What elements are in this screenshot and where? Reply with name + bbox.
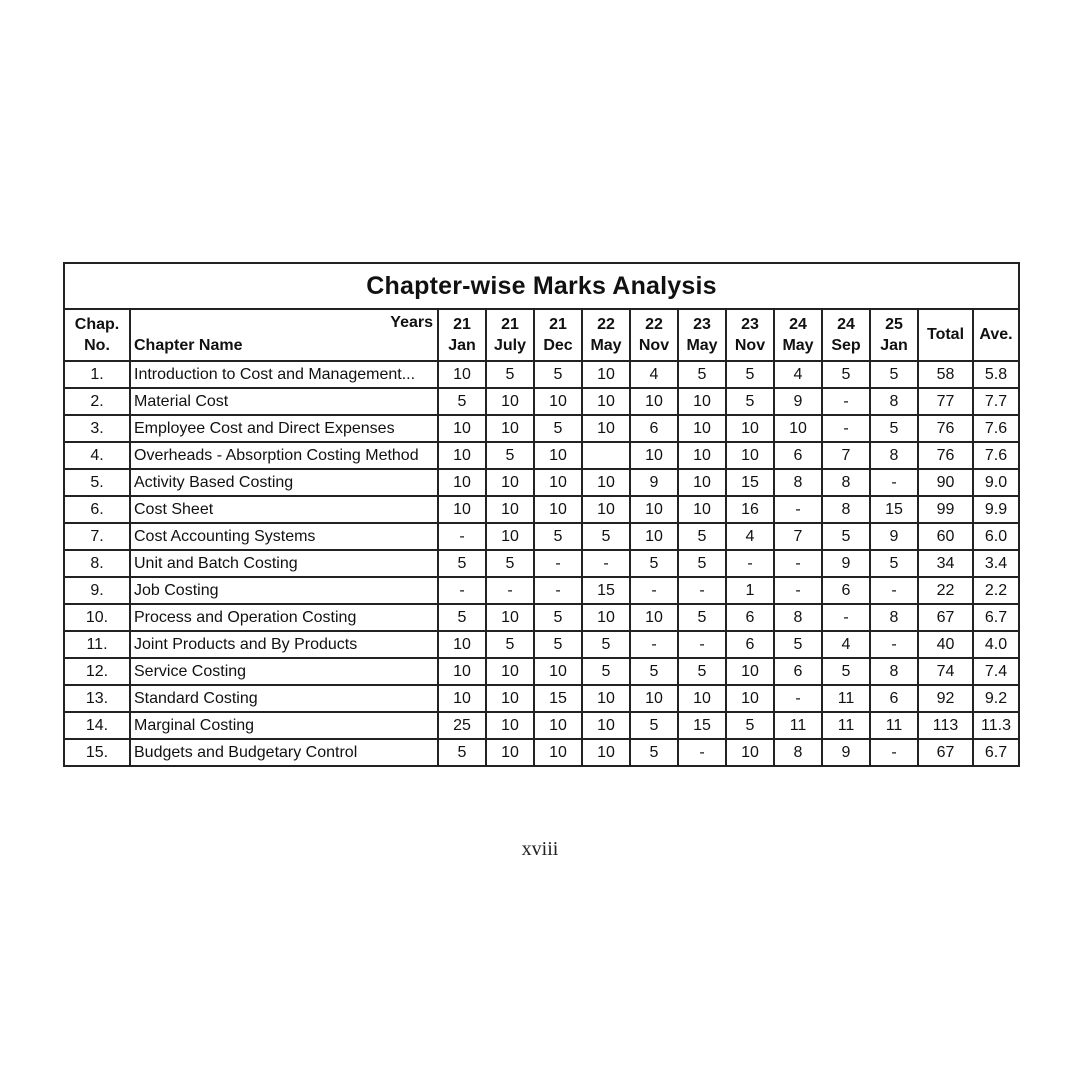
chapter-name-cell: Budgets and Budgetary Control [130, 739, 438, 766]
marks-cell: 9 [774, 388, 822, 415]
header-term-9 [870, 309, 918, 361]
total-cell: 77 [918, 388, 973, 415]
header-term-year: 25 [885, 316, 903, 333]
chapter-number-cell: 15. [64, 739, 130, 766]
marks-cell: 5 [678, 658, 726, 685]
chapter-name-cell: Overheads - Absorption Costing Method [130, 442, 438, 469]
marks-cell: 9 [822, 550, 870, 577]
header-term-month: May [686, 337, 718, 354]
chapter-name-cell: Activity Based Costing [130, 469, 438, 496]
header-term-month: Jan [880, 337, 908, 354]
table-body [64, 361, 1019, 766]
marks-cell: 10 [630, 496, 678, 523]
marks-cell: - [822, 388, 870, 415]
marks-cell: 15 [678, 712, 726, 739]
marks-cell: 10 [678, 415, 726, 442]
average-cell: 6.7 [973, 739, 1019, 766]
marks-cell: 8 [774, 604, 822, 631]
marks-cell: 25 [438, 712, 486, 739]
marks-cell: - [438, 523, 486, 550]
total-cell: 67 [918, 739, 973, 766]
marks-cell: 11 [822, 712, 870, 739]
marks-cell: 10 [726, 658, 774, 685]
marks-cell: - [630, 577, 678, 604]
marks-cell [582, 442, 630, 469]
chapter-number-cell: 8. [64, 550, 130, 577]
marks-cell: 5 [438, 388, 486, 415]
marks-cell: 5 [870, 550, 918, 577]
marks-cell: - [630, 631, 678, 658]
chapter-number-cell: 3. [64, 415, 130, 442]
marks-cell: 10 [582, 685, 630, 712]
header-term-month: Nov [734, 337, 766, 354]
marks-cell: 5 [630, 739, 678, 766]
marks-cell: 5 [582, 523, 630, 550]
average-cell: 7.7 [973, 388, 1019, 415]
header-term-0 [438, 309, 486, 361]
marks-cell: 8 [774, 739, 822, 766]
table-row [64, 442, 1019, 469]
header-term-month: Nov [638, 337, 670, 354]
marks-cell: 10 [534, 388, 582, 415]
total-cell: 60 [918, 523, 973, 550]
average-cell: 2.2 [973, 577, 1019, 604]
marks-cell: 5 [678, 361, 726, 388]
marks-cell: 10 [438, 415, 486, 442]
average-cell: 3.4 [973, 550, 1019, 577]
marks-cell: 5 [630, 658, 678, 685]
marks-cell: 10 [726, 415, 774, 442]
marks-cell: 10 [582, 415, 630, 442]
marks-cell: 15 [870, 496, 918, 523]
chapter-name-cell: Material Cost [130, 388, 438, 415]
header-term-2 [534, 309, 582, 361]
header-total: Total [918, 309, 973, 361]
marks-cell: 5 [534, 631, 582, 658]
marks-cell: 5 [630, 550, 678, 577]
marks-cell: 6 [630, 415, 678, 442]
marks-cell: 8 [870, 604, 918, 631]
marks-cell: - [534, 577, 582, 604]
marks-cell: 10 [438, 469, 486, 496]
header-term-6 [726, 309, 774, 361]
table-row [64, 388, 1019, 415]
total-cell: 74 [918, 658, 973, 685]
marks-cell: 7 [774, 523, 822, 550]
marks-cell: - [678, 739, 726, 766]
average-cell: 4.0 [973, 631, 1019, 658]
marks-cell: 5 [534, 604, 582, 631]
marks-cell: 10 [678, 388, 726, 415]
marks-cell: 10 [438, 685, 486, 712]
chapter-number-cell: 9. [64, 577, 130, 604]
marks-cell: 5 [822, 523, 870, 550]
total-cell: 76 [918, 415, 973, 442]
header-term-month: May [782, 337, 814, 354]
marks-cell: 10 [630, 685, 678, 712]
header-term-month: July [493, 337, 526, 354]
marks-cell: 10 [486, 685, 534, 712]
header-chap-no-line2: No. [84, 337, 110, 354]
marks-cell: 10 [438, 442, 486, 469]
marks-cell: 10 [486, 739, 534, 766]
marks-cell: 10 [582, 469, 630, 496]
marks-cell: 10 [678, 685, 726, 712]
marks-cell: 10 [774, 415, 822, 442]
chapter-name-cell: Cost Sheet [130, 496, 438, 523]
chapter-name-cell: Cost Accounting Systems [130, 523, 438, 550]
marks-cell: 10 [630, 442, 678, 469]
marks-cell: - [822, 415, 870, 442]
marks-cell: 7 [822, 442, 870, 469]
average-cell: 11.3 [973, 712, 1019, 739]
marks-cell: 11 [822, 685, 870, 712]
marks-cell: - [870, 631, 918, 658]
marks-cell: - [774, 685, 822, 712]
marks-cell: 5 [486, 631, 534, 658]
table-row [64, 496, 1019, 523]
marks-cell: 10 [582, 604, 630, 631]
marks-cell: 10 [438, 361, 486, 388]
marks-cell: 16 [726, 496, 774, 523]
marks-cell: 5 [822, 658, 870, 685]
marks-cell: 11 [774, 712, 822, 739]
chapter-name-cell: Service Costing [130, 658, 438, 685]
header-term-year: 22 [597, 316, 615, 333]
marks-cell: 5 [534, 361, 582, 388]
table-row [64, 739, 1019, 766]
marks-cell: 8 [870, 658, 918, 685]
marks-cell: 5 [774, 631, 822, 658]
marks-cell: 5 [582, 631, 630, 658]
marks-cell: 10 [678, 469, 726, 496]
average-cell: 6.0 [973, 523, 1019, 550]
chapter-number-cell: 7. [64, 523, 130, 550]
header-average: Ave. [973, 309, 1019, 361]
marks-cell: 10 [534, 469, 582, 496]
chapter-number-cell: 10. [64, 604, 130, 631]
marks-cell: 10 [582, 388, 630, 415]
chapter-name-cell: Employee Cost and Direct Expenses [130, 415, 438, 442]
marks-cell: 10 [486, 604, 534, 631]
marks-cell: 10 [582, 496, 630, 523]
total-cell: 99 [918, 496, 973, 523]
marks-cell: 8 [822, 469, 870, 496]
marks-cell: 5 [726, 388, 774, 415]
chapter-name-cell: Introduction to Cost and Management... [130, 361, 438, 388]
marks-cell: - [534, 550, 582, 577]
marks-cell: 10 [534, 496, 582, 523]
marks-cell: - [774, 496, 822, 523]
total-cell: 92 [918, 685, 973, 712]
chapter-number-cell: 11. [64, 631, 130, 658]
average-cell: 7.6 [973, 415, 1019, 442]
marks-cell: 11 [870, 712, 918, 739]
marks-cell: 8 [870, 388, 918, 415]
header-term-year: 21 [549, 316, 567, 333]
header-term-month: May [590, 337, 622, 354]
marks-cell: 5 [486, 550, 534, 577]
marks-cell: 10 [438, 658, 486, 685]
marks-cell: 10 [534, 442, 582, 469]
marks-cell: 5 [870, 415, 918, 442]
chapter-name-cell: Job Costing [130, 577, 438, 604]
header-term-year: 22 [645, 316, 663, 333]
header-chapter-name [130, 309, 438, 361]
marks-cell: 10 [534, 658, 582, 685]
marks-cell: 10 [582, 361, 630, 388]
marks-cell: 10 [582, 739, 630, 766]
table-row [64, 604, 1019, 631]
average-cell: 9.2 [973, 685, 1019, 712]
marks-cell: 4 [822, 631, 870, 658]
header-term-7 [774, 309, 822, 361]
table-row [64, 712, 1019, 739]
marks-cell: 5 [438, 550, 486, 577]
marks-cell: 10 [486, 415, 534, 442]
marks-cell: 5 [726, 361, 774, 388]
marks-cell: 10 [486, 469, 534, 496]
marks-cell: 10 [678, 496, 726, 523]
marks-cell: 4 [774, 361, 822, 388]
average-cell: 9.9 [973, 496, 1019, 523]
marks-cell: 8 [774, 469, 822, 496]
marks-cell: 8 [870, 442, 918, 469]
total-cell: 67 [918, 604, 973, 631]
marks-cell: 10 [678, 442, 726, 469]
marks-cell: - [870, 739, 918, 766]
marks-cell: - [678, 577, 726, 604]
chapter-name-cell: Unit and Batch Costing [130, 550, 438, 577]
marks-cell: 10 [630, 523, 678, 550]
header-chapter-name-label: Chapter Name [134, 337, 243, 354]
marks-cell: 5 [678, 604, 726, 631]
marks-cell: - [870, 577, 918, 604]
table-row [64, 469, 1019, 496]
total-cell: 40 [918, 631, 973, 658]
marks-cell: 10 [630, 388, 678, 415]
table-row [64, 577, 1019, 604]
header-term-month: Dec [543, 337, 573, 354]
marks-cell: 15 [534, 685, 582, 712]
chapter-number-cell: 5. [64, 469, 130, 496]
marks-cell: 10 [726, 739, 774, 766]
header-term-month: Sep [831, 337, 861, 354]
average-cell: 7.6 [973, 442, 1019, 469]
marks-cell: - [678, 631, 726, 658]
total-cell: 22 [918, 577, 973, 604]
marks-cell: 5 [486, 361, 534, 388]
marks-cell: 6 [774, 658, 822, 685]
marks-cell: 5 [678, 550, 726, 577]
marks-cell: 10 [534, 712, 582, 739]
average-cell: 6.7 [973, 604, 1019, 631]
marks-analysis-table [63, 262, 1020, 767]
marks-cell: - [486, 577, 534, 604]
marks-cell: 10 [438, 496, 486, 523]
header-term-3 [582, 309, 630, 361]
marks-cell: 9 [630, 469, 678, 496]
marks-cell: 10 [438, 631, 486, 658]
chapter-number-cell: 6. [64, 496, 130, 523]
header-term-8 [822, 309, 870, 361]
table-row [64, 523, 1019, 550]
chapter-number-cell: 1. [64, 361, 130, 388]
average-cell: 5.8 [973, 361, 1019, 388]
table-row [64, 658, 1019, 685]
marks-cell: 10 [486, 523, 534, 550]
marks-cell: 6 [774, 442, 822, 469]
header-term-month: Jan [448, 337, 476, 354]
marks-cell: 10 [582, 712, 630, 739]
chapter-number-cell: 13. [64, 685, 130, 712]
table-row [64, 550, 1019, 577]
marks-cell: 5 [822, 361, 870, 388]
marks-cell: 5 [486, 442, 534, 469]
chapter-name-cell: Marginal Costing [130, 712, 438, 739]
marks-cell: 10 [630, 604, 678, 631]
header-term-4 [630, 309, 678, 361]
marks-cell: - [582, 550, 630, 577]
marks-cell: 6 [726, 604, 774, 631]
total-cell: 90 [918, 469, 973, 496]
marks-cell: 1 [726, 577, 774, 604]
marks-cell: 10 [726, 442, 774, 469]
table-row [64, 631, 1019, 658]
marks-cell: 10 [486, 388, 534, 415]
header-term-year: 24 [789, 316, 807, 333]
table-row [64, 361, 1019, 388]
total-cell: 76 [918, 442, 973, 469]
marks-cell: - [774, 550, 822, 577]
marks-cell: 9 [822, 739, 870, 766]
chapter-name-cell: Process and Operation Costing [130, 604, 438, 631]
chapter-name-cell: Joint Products and By Products [130, 631, 438, 658]
total-cell: 58 [918, 361, 973, 388]
marks-cell: 10 [726, 685, 774, 712]
total-cell: 113 [918, 712, 973, 739]
marks-cell: 5 [534, 415, 582, 442]
header-term-1 [486, 309, 534, 361]
marks-cell: 6 [822, 577, 870, 604]
chapter-number-cell: 12. [64, 658, 130, 685]
chapter-number-cell: 2. [64, 388, 130, 415]
marks-cell: - [774, 577, 822, 604]
marks-cell: 5 [726, 712, 774, 739]
marks-cell: 6 [726, 631, 774, 658]
header-term-year: 21 [453, 316, 471, 333]
header-row [64, 309, 1019, 361]
marks-cell: 4 [630, 361, 678, 388]
marks-cell: - [438, 577, 486, 604]
marks-cell: 9 [870, 523, 918, 550]
page-number: xviii [521, 838, 559, 860]
marks-cell: 5 [438, 739, 486, 766]
header-years-label: Years [390, 314, 433, 331]
marks-cell: 10 [486, 658, 534, 685]
header-term-5 [678, 309, 726, 361]
marks-cell: 10 [486, 712, 534, 739]
marks-cell: 5 [870, 361, 918, 388]
average-cell: 9.0 [973, 469, 1019, 496]
table-title: Chapter-wise Marks Analysis [64, 263, 1019, 309]
header-chap-no [64, 309, 130, 361]
header-term-year: 21 [501, 316, 519, 333]
marks-cell: - [870, 469, 918, 496]
header-term-year: 23 [693, 316, 711, 333]
marks-cell: 10 [486, 496, 534, 523]
marks-cell: - [726, 550, 774, 577]
marks-cell: 8 [822, 496, 870, 523]
marks-cell: 5 [534, 523, 582, 550]
marks-cell: - [822, 604, 870, 631]
header-chap-no-line1: Chap. [74, 316, 120, 333]
marks-cell: 4 [726, 523, 774, 550]
marks-cell: 5 [582, 658, 630, 685]
total-cell: 34 [918, 550, 973, 577]
marks-cell: 15 [582, 577, 630, 604]
header-term-year: 24 [837, 316, 855, 333]
chapter-number-cell: 4. [64, 442, 130, 469]
table-row [64, 685, 1019, 712]
marks-cell: 5 [630, 712, 678, 739]
chapter-number-cell: 14. [64, 712, 130, 739]
average-cell: 7.4 [973, 658, 1019, 685]
marks-cell: 10 [534, 739, 582, 766]
marks-cell: 5 [678, 523, 726, 550]
header-term-year: 23 [741, 316, 759, 333]
marks-cell: 6 [870, 685, 918, 712]
marks-cell: 5 [438, 604, 486, 631]
marks-analysis-table-container [63, 262, 1018, 767]
marks-cell: 15 [726, 469, 774, 496]
chapter-name-cell: Standard Costing [130, 685, 438, 712]
table-row [64, 415, 1019, 442]
